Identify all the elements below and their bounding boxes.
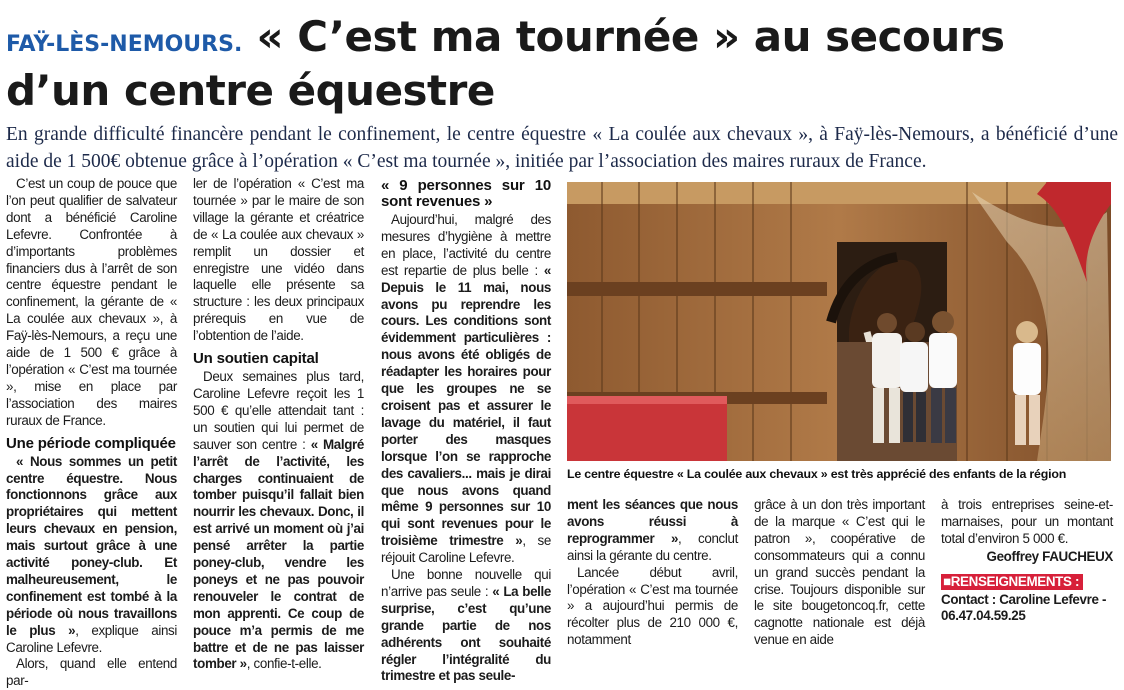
paragraph: grâce à un don très important de la marque « C’est qui le patron », coopérative de consommateurs qui a connu un grand succès pendant la crise. Toujours disponible sur le site bougetoncoq.fr, cette cagnotte nationale est déjà venue en aide bbox=[754, 497, 925, 648]
paragraph: Lancée début avril, l’opération « C’est ma tournée » a aujourd’hui permis de récolter plus de 210 000 €, notamment bbox=[567, 564, 738, 648]
quote: ment les séances que nous avons réussi à reprogrammer » bbox=[567, 497, 738, 546]
paragraph bbox=[193, 369, 364, 673]
paragraph: C’est un coup de pouce que l’on peut qualifier de salvateur dont a bénéficié Caroline Lefevre. Confrontée à d’importants problèmes financiers dus à l’arrêt de son centre équestre pendant le confinement, la gérante de « La coulée aux chevaux », à Faÿ-lès-Nemours, a reçu une aide de 1 500 € grâce à l’opération « C’est ma tournée », mise en place par l’association des maires ruraux de France. bbox=[6, 176, 177, 428]
article-column-1 bbox=[6, 176, 177, 690]
headline-title: « C’est ma tournée » au secours d’un centre équestre bbox=[6, 12, 1005, 115]
subheading: « 9 personnes sur 10 sont revenues » bbox=[381, 177, 551, 210]
quote-attribution: , explique ainsi Caroline Lefevre. bbox=[6, 622, 178, 655]
quote: « La belle surprise, c’est qu’une grande partie de nos adhérents ont souhaité régler l’intégralité du trimestre et pas seule- bbox=[381, 583, 552, 684]
article-column-5 bbox=[754, 497, 925, 649]
article-column-3 bbox=[381, 178, 551, 685]
paragraph bbox=[567, 497, 738, 565]
quote-attribution: , confie-t-elle. bbox=[246, 656, 322, 672]
contact-info: Contact : Caroline Lefevre - 06.47.04.59.25 bbox=[941, 591, 1107, 624]
quote-attribution: , se réjouit Caroline Lefevre. bbox=[381, 533, 552, 566]
location-kicker: FAŸ-LÈS-NEMOURS. bbox=[6, 32, 243, 57]
article-photo bbox=[567, 182, 1111, 461]
article-column-6 bbox=[941, 497, 1113, 625]
paragraph bbox=[381, 212, 551, 567]
subheading: Un soutien capital bbox=[193, 350, 319, 368]
author-signature: Geoffrey FAUCHEUX bbox=[986, 548, 1113, 564]
paragraph: à trois entreprises seine-et-marnaises, pour un montant total d’environ 5 000 €. bbox=[941, 497, 1113, 546]
paragraph: Alors, quand elle entend par- bbox=[6, 656, 177, 689]
quote: « Malgré l’arrêt de l’activité, les charges continuaient de tomber puisqu’il fallait bien nourrir les chevaux. Donc, il est arrivé un moment où j’ai pensé arrêter la partie poney-club, vendre les poneys et ne pas pouvoir renouveler le contrat de mon apprenti. Ce coup de pouce m’a permis de me battre et de ne pas laisser tomber » bbox=[193, 436, 365, 672]
paragraph-text: Une bonne nouvelle qui n’arrive pas seule : bbox=[381, 567, 551, 599]
info-label: ■RENSEIGNEMENTS : bbox=[941, 574, 1083, 590]
paragraph bbox=[381, 567, 551, 685]
article-column-4 bbox=[567, 497, 738, 649]
article-column-2 bbox=[193, 176, 364, 673]
paragraph-text: Deux semaines plus tard, Caroline Lefevre reçoit les 1 500 € qu’elle attendait tant : un soutien qui lui permet de sauver son centre : bbox=[193, 369, 364, 452]
paragraph-text: Aujourd’hui, malgré des mesures d’hygiène à mettre en place, l’activité du centre est repartie de plus belle : bbox=[381, 212, 551, 278]
subheading: Une période compliquée bbox=[6, 434, 176, 452]
quote-attribution: , conclut ainsi la gérante du centre. bbox=[567, 530, 738, 563]
quote: « Nous sommes un petit centre équestre. Nous fonctionnons grâce aux propriétaires qui mettent leurs chevaux en pension, mais surtout grâce à une activité poney-club. Et malheureusement, le confinement est tombé à la période où nous travaillons le plus » bbox=[6, 453, 177, 638]
paragraph: ler de l’opération « C’est ma tournée » par le maire de son village la gérante et créatrice de « La coulée aux chevaux » remplit un dossier et enregistre une vidéo dans laquelle elle présente sa structure : les deux principaux prérequis en vue de l’obtention de l’aide. bbox=[193, 176, 364, 344]
lede-paragraph: En grande difficulté financère pendant le confinement, le centre équestre « La coulée aux chevaux », à Faÿ-lès-Nemours, a bénéficié d’une aide de 1 500€ obtenue grâce à l’opération « C’est ma tournée », initiée par l’association des maires ruraux de France. bbox=[6, 124, 1118, 172]
paragraph bbox=[6, 454, 177, 657]
quote: « Depuis le 11 mai, nous avons pu reprendre les cours. Les conditions sont évidemment particulières : nous avons été obligés de réadapter les horaires pour que les groupes ne se croisent pas et assurer le lavage du matériel, il faut porter des masques lorsque l’on se rapproche des cavaliers... mais je dirai que nous avons quand même 9 personnes sur 10 qui sont revenues pour le troisième trimestre » bbox=[381, 262, 552, 549]
horse-stable-illustration bbox=[567, 182, 1111, 461]
headline bbox=[6, 14, 1116, 114]
photo-caption: Le centre équestre « La coulée aux chevaux » est très apprécié des enfants de la région bbox=[567, 467, 1067, 481]
